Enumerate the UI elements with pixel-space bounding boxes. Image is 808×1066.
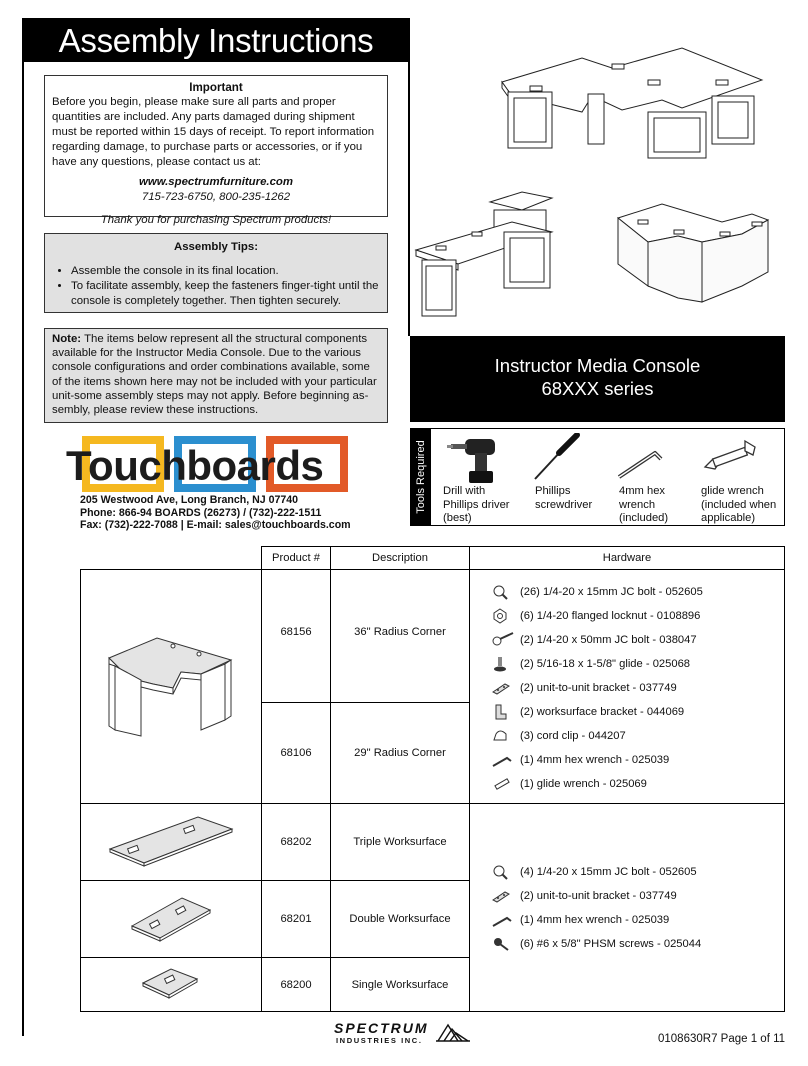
- unit-bracket-icon: [492, 680, 510, 696]
- console-illustrations: [412, 20, 784, 336]
- hardware-item: (2) unit-to-unit bracket - 037749: [470, 884, 784, 908]
- assembly-tips-box: [44, 233, 388, 313]
- spectrum-logo: [334, 1021, 429, 1045]
- hardware-item: (1) 4mm hex wrench - 025039: [470, 908, 784, 932]
- product-number: 68202: [262, 804, 331, 881]
- note-box: [44, 328, 388, 423]
- hex-wrench-small-icon: [492, 912, 512, 928]
- single-worksurface-illustration: [131, 963, 211, 1003]
- product-number: 68200: [262, 958, 331, 1012]
- product-series: 68XXX series: [541, 378, 654, 399]
- radius-corner-illustration: [101, 630, 241, 740]
- table-row: [81, 804, 785, 881]
- hex-wrench-icon: [615, 443, 665, 481]
- long-jc-bolt-icon: [492, 632, 514, 648]
- screwdriver-icon: [531, 433, 583, 483]
- product-description: 36" Radius Corner: [331, 570, 470, 703]
- thank-you-text: Thank you for purchasing Spectrum products!: [100, 214, 332, 226]
- worksurface-bracket-icon: [492, 704, 508, 720]
- note-body: The items below represent all the structural components available for the Instructor Media Console. Due to the various console configurations and order combinations available, some of the items shown here may not be included with your particular unit-some assembly steps may not apply. Before beginning as-sembly, please review these instructions.: [52, 333, 377, 417]
- brand-subtitle: INDUSTRIES INC.: [336, 1036, 423, 1045]
- tip-item: • Assemble the console in its final location.: [71, 264, 379, 279]
- product-description: Single Worksurface: [331, 958, 470, 1012]
- dealer-fax-email: Fax: (732)-222-7088 | E-mail: sales@touchboards.com: [80, 519, 351, 532]
- hex-wrench-small-icon: [492, 752, 512, 768]
- triple-worksurface-illustration: [106, 811, 236, 871]
- tool-hex-wrench: 4mm hex wrench (included): [619, 485, 669, 524]
- double-worksurface-image: [81, 881, 262, 958]
- header-description: Description: [331, 547, 470, 570]
- product-name: Instructor Media Console: [494, 355, 701, 376]
- jc-bolt-icon: [492, 864, 508, 880]
- product-number: 68106: [262, 703, 331, 804]
- podium-console-illustration: [416, 192, 552, 316]
- dealer-address: 205 Westwood Ave, Long Branch, NJ 07740: [80, 494, 299, 506]
- parts-table: [80, 546, 785, 1012]
- tool-drill: Drill with Phillips driver (best): [443, 485, 510, 524]
- single-worksurface-image: [81, 958, 262, 1012]
- phone-numbers: 715-723-6750, 800-235-1262: [141, 191, 291, 203]
- table-header-row: [81, 547, 785, 570]
- hardware-item: (4) 1/4-20 x 15mm JC bolt - 052605: [470, 860, 784, 884]
- triple-worksurface-image: [81, 804, 262, 881]
- hardware-item: (2) worksurface bracket - 044069: [470, 700, 784, 724]
- tools-label: Tools Required: [411, 429, 431, 525]
- hardware-item: (2) 1/4-20 x 50mm JC bolt - 038047: [470, 628, 784, 652]
- glide-wrench-small-icon: [492, 776, 512, 792]
- hardware-item: (2) unit-to-unit bracket - 037749: [470, 676, 784, 700]
- hardware-item: (1) 4mm hex wrench - 025039: [470, 748, 784, 772]
- cord-clip-icon: [492, 728, 510, 744]
- header-hardware: Hardware: [470, 547, 785, 570]
- dealer-phone: Phone: 866-94 BOARDS (26273) / (732)-222-1511: [80, 506, 322, 519]
- tips-heading: Assembly Tips:: [174, 241, 258, 253]
- glide-wrench-icon: [701, 437, 761, 481]
- important-heading: Important: [189, 81, 243, 94]
- important-body: Before you begin, please make sure all parts and proper quantities are included. Any parts damaged during shipment must be reported within 15 days of receipt. To report information regarding damage, to purchase parts or accessories, or if you have any questions, please contact us at:: [52, 96, 375, 168]
- locknut-icon: [492, 608, 508, 624]
- tool-screwdriver: Phillips screwdriver: [535, 485, 593, 511]
- product-banner: [410, 336, 785, 422]
- tool-glide-wrench: glide wrench (included when applicable): [701, 485, 777, 524]
- product-description: Triple Worksurface: [331, 804, 470, 881]
- note-label: Note:: [52, 333, 82, 345]
- unit-bracket-icon: [492, 888, 510, 904]
- tips-list: [53, 264, 379, 309]
- tools-required-panel: [410, 428, 785, 526]
- hardware-item: (26) 1/4-20 x 15mm JC bolt - 052605: [470, 580, 784, 604]
- table-row: [81, 570, 785, 703]
- tip-item: • To facilitate assembly, keep the fasteners finger-tight until the console is completely together. Then tighten securely.: [71, 279, 379, 309]
- worksurface-hardware: [470, 804, 785, 1012]
- double-worksurface-illustration: [116, 888, 226, 948]
- important-box: [44, 75, 388, 226]
- product-number: 68156: [262, 570, 331, 703]
- worksurface-hardware-list: [470, 860, 784, 956]
- left-margin-rule: [22, 18, 24, 1036]
- product-number: 68201: [262, 881, 331, 958]
- logo-wordmark: Touchboards: [66, 442, 324, 489]
- brand-name: SPECTRUM: [334, 1020, 429, 1036]
- header-divider: [408, 18, 410, 336]
- website-link[interactable]: www.spectrumfurniture.com: [138, 176, 293, 188]
- phsm-screw-icon: [492, 936, 510, 952]
- corner-unit-image: [81, 570, 262, 804]
- product-description: Double Worksurface: [331, 881, 470, 958]
- header-product: Product #: [262, 547, 331, 570]
- product-description: 29" Radius Corner: [331, 703, 470, 804]
- closed-l-console-illustration: [618, 204, 768, 302]
- corner-hardware-list: [470, 580, 784, 796]
- corner-hardware: [470, 570, 785, 804]
- l-console-illustration: [502, 48, 762, 158]
- drill-icon: [447, 433, 507, 485]
- page-title: Assembly Instructions: [22, 18, 410, 62]
- hardware-item: (2) 5/16-18 x 1-5/8" glide - 025068: [470, 652, 784, 676]
- hardware-item: (6) #6 x 5/8" PHSM screws - 025044: [470, 932, 784, 956]
- hardware-item: (1) glide wrench - 025069: [470, 772, 784, 796]
- dealer-contact: [80, 494, 351, 532]
- hardware-item: (3) cord clip - 044207: [470, 724, 784, 748]
- document-reference: 0108630R7 Page 1 of 11: [658, 1033, 786, 1045]
- jc-bolt-icon: [492, 584, 508, 600]
- glide-icon: [492, 656, 508, 672]
- hardware-item: (6) 1/4-20 flanged locknut - 0108896: [470, 604, 784, 628]
- spectrum-logo-mark: [436, 1023, 472, 1043]
